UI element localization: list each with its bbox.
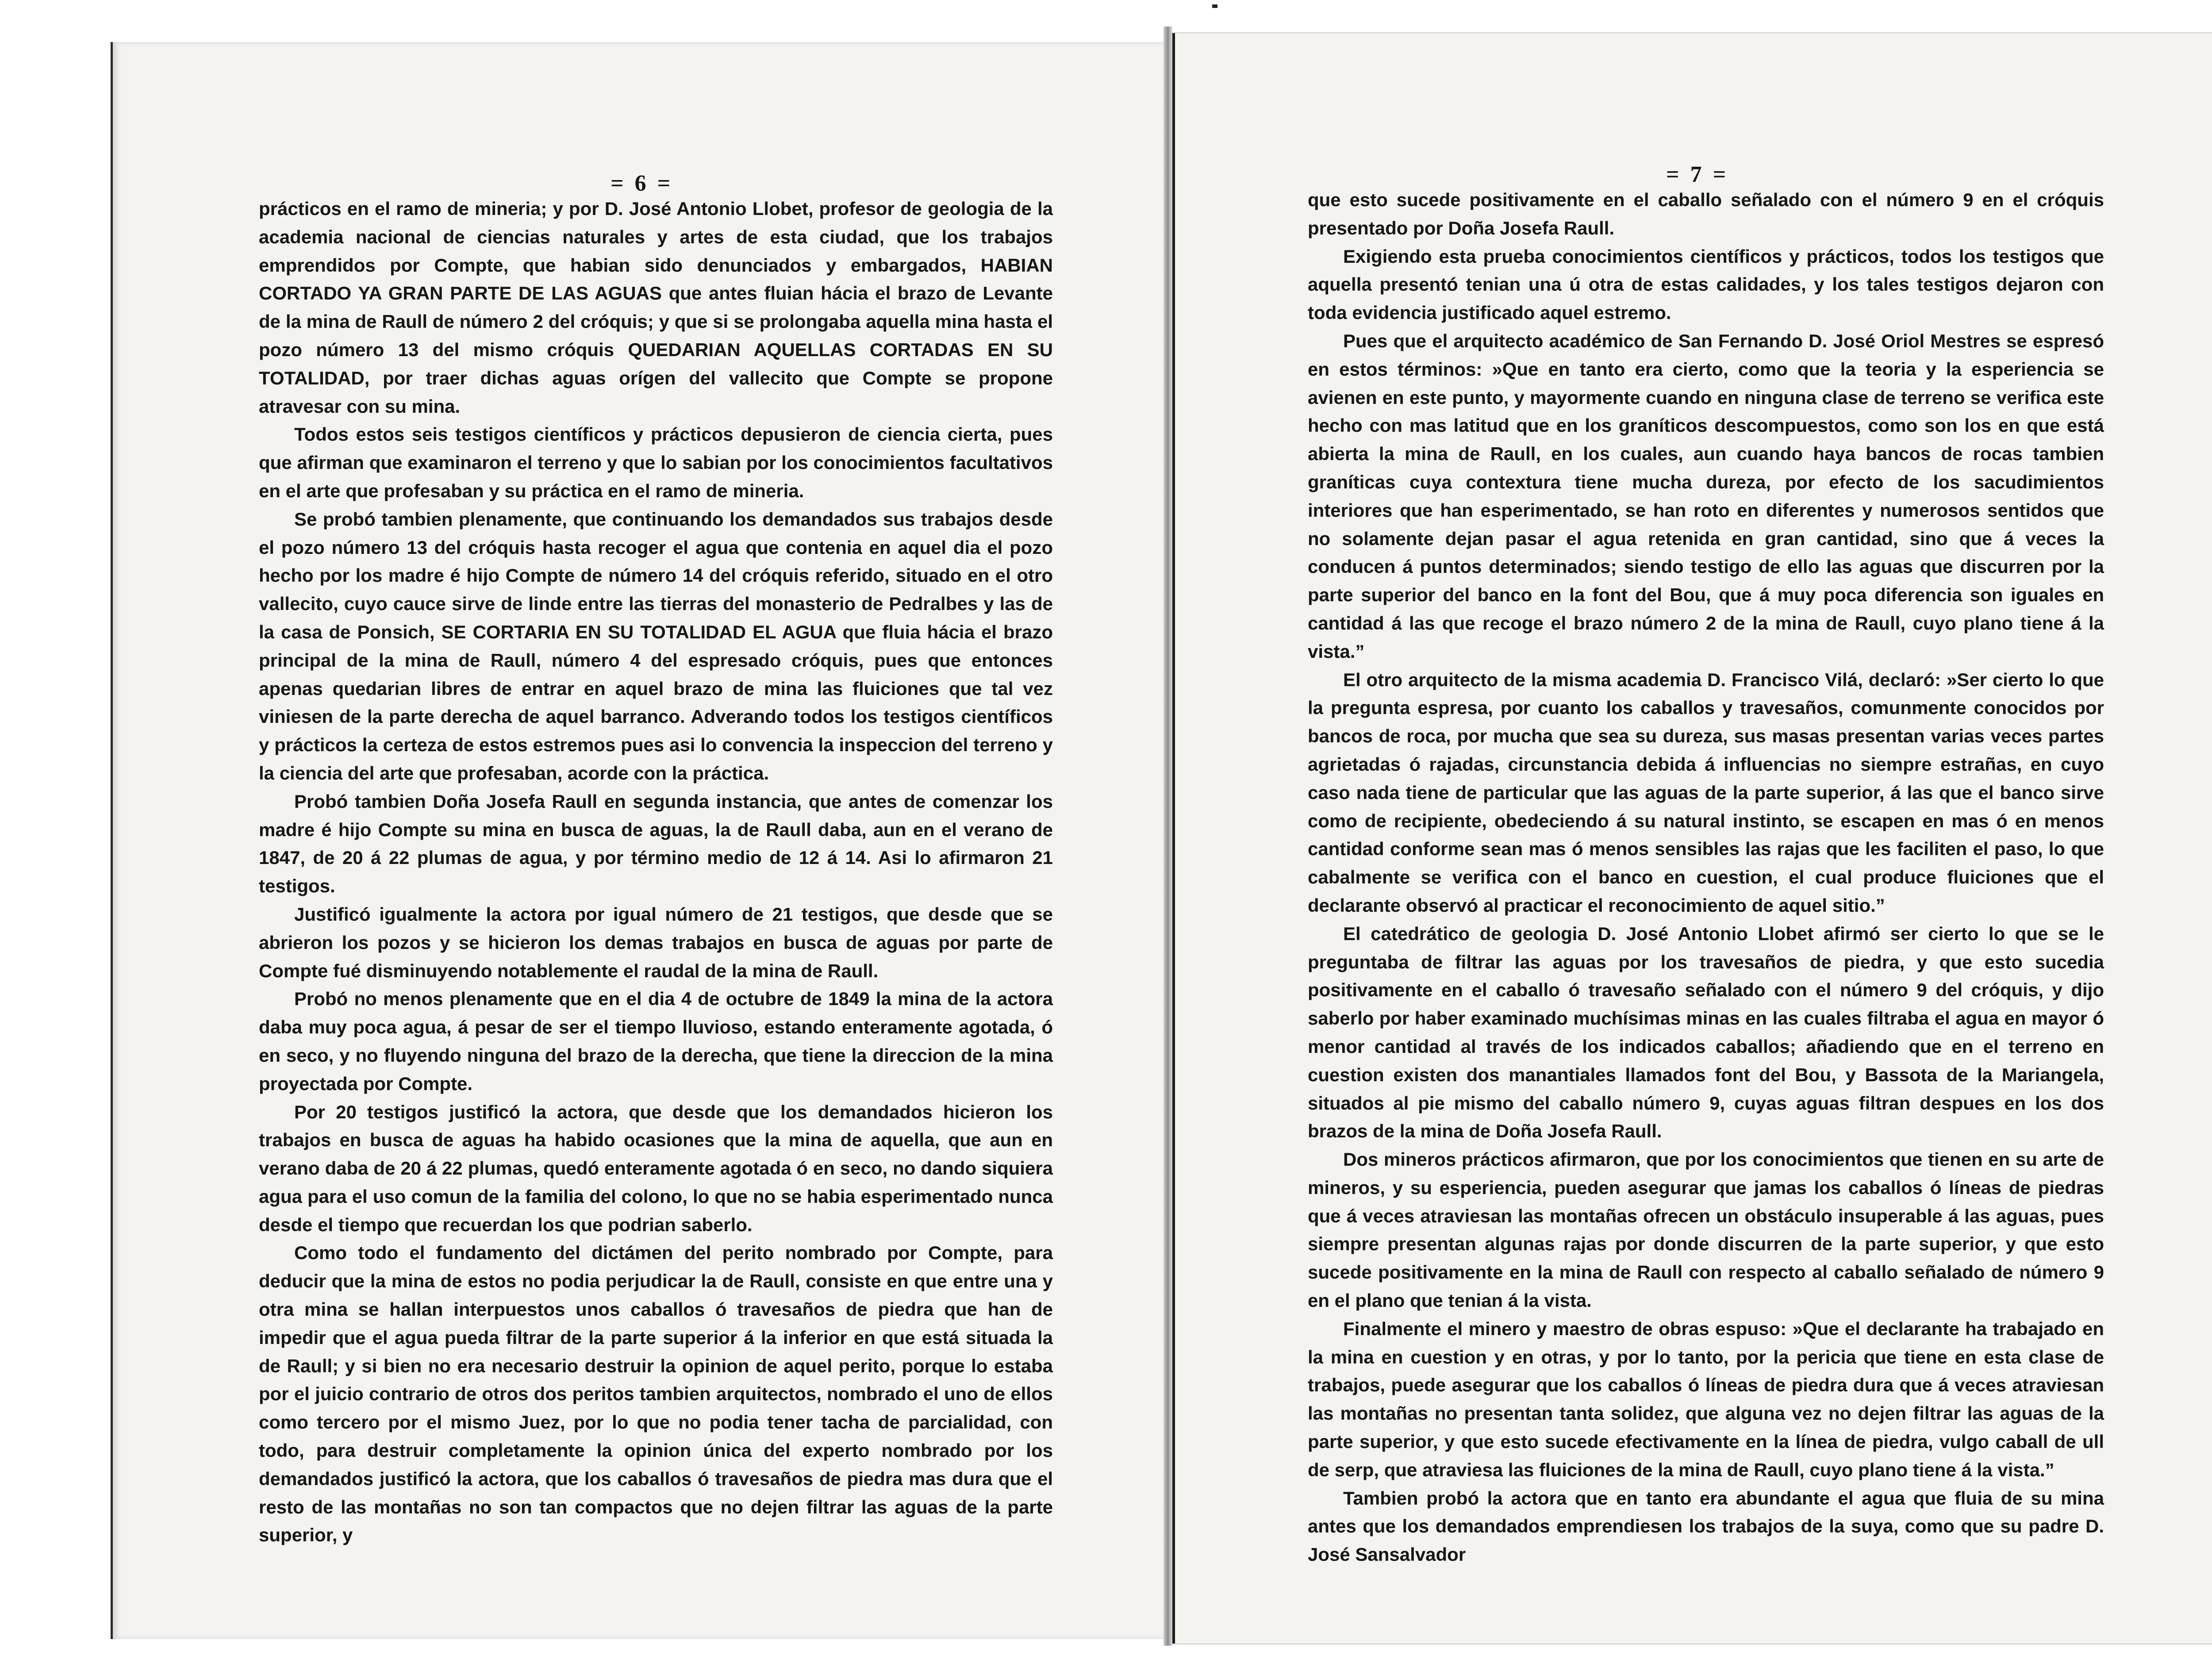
right-page	[1172, 33, 2212, 1643]
left-page	[111, 42, 1164, 1639]
paragraph: Tambien probó la actora que en tanto era abundante el agua que fluia de su mina antes que los demandados emprendiesen los trabajos de la suya, como que su padre D. José Sansalvador	[1308, 1487, 2104, 1565]
paragraph: Justificó igualmente la actora por igual número de 21 testigos, que desde que se abrieron los pozos y se hicieron los demas trabajos en busca de aguas por parte de Compte fué disminuyendo notablemente el raudal de la mina de Raull.	[259, 903, 1053, 981]
paragraph: Pues que el arquitecto académico de San Fernando D. José Oriol Mestres se espresó en estos términos: »Que en tanto era cierto, como que la teoria y la esperiencia se avienen en este punto, y mayormente cuando en ninguna clase de terreno se verifica este hecho con mas latitud que en los graníticos descompuestos, como son los en que está abierta la mina de Raull, en los cuales, aun cuando haya bancos de rocas tambien graníticas cuya contextura tiene mucha dureza, por efecto de los sacudimientos interiores que han esperimentado, se han roto en diferentes y numerosos sentidos que no solamente dejan pasar el agua retenida en gran cantidad, sino que á veces la conducen á puntos determinados; siendo testigo de ello las aguas que discurren por la parte superior del banco en la font del Bou, que á muy poca diferencia son iguales en cantidad á las que recoge el brazo número 2 de la mina de Raull, cuyo plano tiene á la vista.”	[1308, 330, 2104, 662]
paragraph: que esto sucede positivamente en el caballo señalado con el número 9 en el cróquis presentado por Doña Josefa Raull.	[1308, 189, 2104, 238]
book-gutter	[1164, 27, 1172, 1646]
right-text-column	[1308, 186, 2104, 1569]
paragraph: Por 20 testigos justificó la actora, que desde que los demandados hicieron los trabajos en busca de aguas ha habido ocasiones que la mina de aquella, que aun en verano daba de 20 á 22 plumas, quedó enteramente agotada ó en seco, no dando siquiera agua para el uso comun de la familia del colono, lo que no se habia esperimentado nunca desde el tiempo que recuerdan los que podrian saberlo.	[259, 1101, 1053, 1235]
paragraph: Como todo el fundamento del dictámen del perito nombrado por Compte, para deducir que la mina de estos no podia perjudicar la de Raull, consiste en que entre una y otra mina se hallan interpuestos unos caballos ó travesaños de piedra que han de impedir que el agua pueda filtrar de la parte superior á la inferior en que está situada la de Raull; y si bien no era necesario destruir la opinion de aquel perito, porque lo estaba por el juicio contrario de otros dos peritos tambien arquitectos, nombrado el uno de ellos como tercero por el mismo Juez, por lo que no podia tener tacha de parcialidad, con todo, para destruir completamente la opinion única del experto nombrado por los demandados justificó la actora, que los caballos ó travesaños de piedra mas dura que el resto de las montañas no son tan compactos que no dejen filtrar las aguas de la parte superior, y	[259, 1242, 1053, 1546]
left-text-column	[259, 195, 1053, 1549]
paragraph: Finalmente el minero y maestro de obras espuso: »Que el declarante ha trabajado en la mina en cuestion y en otras, y por lo tanto, por la pericia que tiene en esta clase de trabajos, puede asegurar que los caballos ó líneas de piedra dura que á veces atraviesan las montañas no presentan tanta solidez, que alguna vez no dejen filtrar las aguas de la parte superior, y que esto sucede efectivamente en la línea de piedra, vulgo caball de ull de serp, que atraviesa las fluiciones de la mina de Raull, cuyo plano tiene á la vista.”	[1308, 1318, 2104, 1480]
paragraph: El otro arquitecto de la misma academia D. Francisco Vilá, declaró: »Ser cierto lo que la pregunta espresa, por cuanto los caballos y travesaños, comunmente conocidos por bancos de roca, por mucha que sea su dureza, sus masas presentan varias veces partes agrietadas ó rajadas, circunstancia debida á influencias no siempre estrañas, en cuyo caso nada tiene de particular que las aguas de la parte superior, á las que el banco sirve como de recipiente, obedeciendo á su natural instinto, se escapen en mas ó en menos cantidad conforme sean mas ó menos sensibles las rajas que les faciliten el paso, lo que cabalmente se verifica con el banco en cuestion, el cual produce fluiciones que el declarante observó al practicar el reconocimiento de aquel sitio.”	[1308, 669, 2104, 916]
paragraph: Probó no menos plenamente que en el dia 4 de octubre de 1849 la mina de la actora daba muy poca agua, á pesar de ser el tiempo lluvioso, estando enteramente agotada, ó en seco, y no fluyendo ninguna del brazo de la derecha, que tiene la direccion de la mina proyectada por Compte.	[259, 988, 1053, 1094]
paragraph: prácticos en el ramo de mineria; y por D. José Antonio Llobet, profesor de geologia de la academia nacional de ciencias naturales y artes de esta ciudad, que los trabajos emprendidos por Compte, que habian sido denunciados y embargados, HABIAN CORTADO YA GRAN PARTE DE LAS AGUAS que antes fluian hácia el brazo de Levante de la mina de Raull de número 2 del cróquis; y que si se prolongaba aquella mina hasta el pozo número 13 del mismo cróquis QUEDARIAN AQUELLAS CORTADAS EN SU TOTALIDAD, por traer dichas aguas orígen del vallecito que Compte se propone atravesar con su mina.	[259, 198, 1053, 417]
page-number: = 7 =	[1666, 162, 1729, 187]
paragraph: Todos estos seis testigos científicos y prácticos depusieron de ciencia cierta, pues que afirman que examinaron el terreno y que lo sabian por los conocimientos facultativos en el arte que profesaban y su práctica en el ramo de mineria.	[259, 424, 1053, 501]
page-number: = 6 =	[611, 171, 673, 196]
paragraph: Exigiendo esta prueba conocimientos científicos y prácticos, todos los testigos que aquella presentó tenian una ú otra de estas calidades, y los tales testigos dejaron con toda evidencia justificado aquel estremo.	[1308, 246, 2104, 323]
paragraph: Se probó tambien plenamente, que continuando los demandados sus trabajos desde el pozo número 13 del cróquis hasta recoger el agua que contenia en aquel dia el pozo hecho por los madre é hijo Compte de número 14 del cróquis referido, situado en el otro vallecito, cuyo cauce sirve de linde entre las tierras del monasterio de Pedralbes y las de la casa de Ponsich, SE CORTARIA EN SU TOTALIDAD EL AGUA que fluia hácia el brazo principal de la mina de Raull, número 4 del espresado cróquis, pues que entonces apenas quedarian libres de entrar en aquel brazo de mina las fluiciones que tal vez viniesen de la parte derecha de aquel barranco. Adverando todos los testigos científicos y prácticos la certeza de estos estremos pues asi lo convencia la inspeccion del terreno y la ciencia del arte que profesaban, acorde con la práctica.	[259, 508, 1053, 783]
paragraph: Probó tambien Doña Josefa Raull en segunda instancia, que antes de comenzar los madre é hijo Compte su mina en busca de aguas, la de Raull daba, aun en el verano de 1847, de 20 á 22 plumas de agua, y por término medio de 12 á 14. Asi lo afirmaron 21 testigos.	[259, 791, 1053, 897]
binding-mark	[1212, 4, 1217, 8]
paragraph: Dos mineros prácticos afirmaron, que por los conocimientos que tienen en su arte de mineros, y su esperiencia, pueden asegurar que jamas los caballos ó líneas de piedras que á veces atraviesan las montañas ofrecen un obstáculo insuperable á las aguas, pues siempre presentan algunas rajas por donde discurren de la parte superior, y que esto sucede positivamente en la mina de Raull con respecto al caballo señalado de número 9 en el plano que tenian á la vista.	[1308, 1149, 2104, 1311]
paragraph: El catedrático de geologia D. José Antonio Llobet afirmó ser cierto lo que se le preguntaba de filtrar las aguas por los travesaños de piedra, y que esto sucedia positivamente en el caballo ó travesaño señalado con el número 9 del cróquis, y dijo saberlo por haber examinado muchísimas minas en las cuales filtraba el agua en mayor ó menor cantidad al través de los indicados caballos; añadiendo que en el terreno en cuestion existen dos manantiales llamados font del Bou, y Bassota de la Mariangela, situados al pie mismo del caballo número 9, cuyas aguas filtran despues en los dos brazos de la mina de Doña Josefa Raull.	[1308, 923, 2104, 1142]
